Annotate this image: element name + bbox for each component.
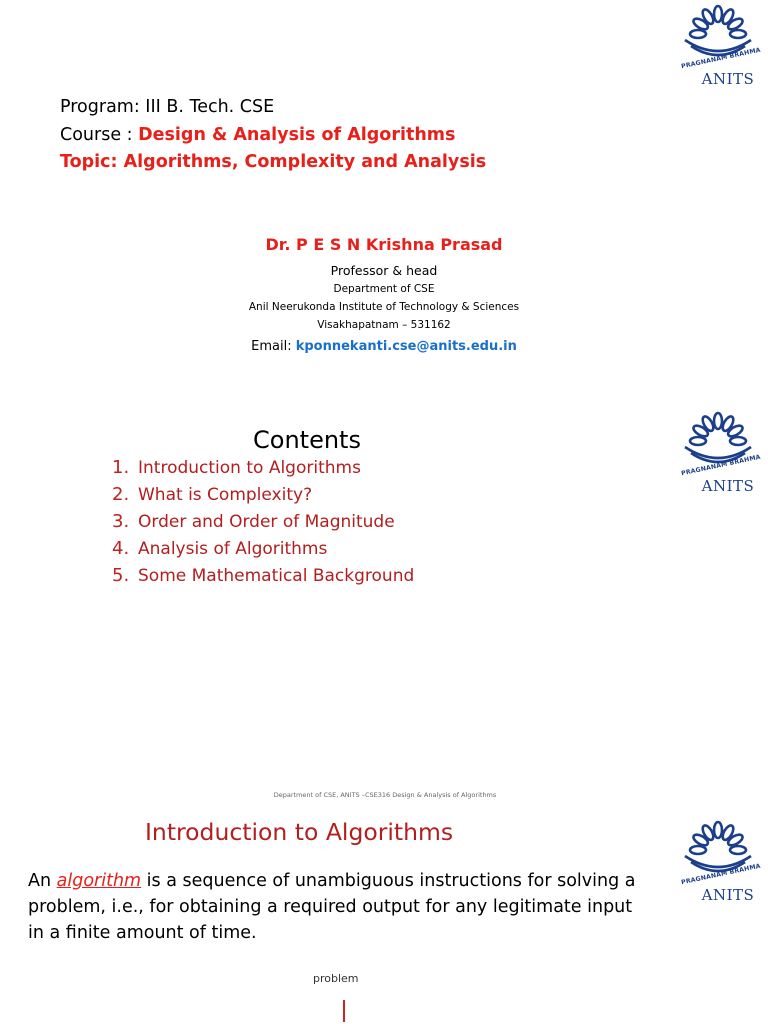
author-department: Department of CSE xyxy=(333,283,435,295)
email-label: Email: xyxy=(251,339,296,354)
para-line-2: problem, i.e., for obtaining a required output for any legitimate input xyxy=(28,897,633,917)
author-name: Dr. P E S N Krishna Prasad xyxy=(265,235,503,254)
para-line-1 xyxy=(28,868,678,894)
item-label: Introduction to Algorithms xyxy=(138,458,361,478)
author-designation: Professor & head xyxy=(330,263,438,278)
topic-line: Topic: Algorithms, Complexity and Analysis xyxy=(60,152,487,172)
para-prefix: An xyxy=(28,871,57,891)
item-number: 1. xyxy=(112,457,130,478)
item-number: 4. xyxy=(112,538,130,559)
course-name: Design & Analysis of Algorithms xyxy=(138,125,456,145)
logo-brand: ANITS xyxy=(701,70,755,88)
institute-name: Anil Neerukonda Institute of Technology & Sciences xyxy=(248,301,520,313)
program-line xyxy=(60,97,274,117)
course-line xyxy=(60,125,455,145)
item-label: What is Complexity? xyxy=(138,485,313,505)
program-text: Program: III B. Tech. CSE xyxy=(60,97,275,117)
contents-item xyxy=(112,538,327,559)
contents-item xyxy=(112,511,395,532)
item-label: Some Mathematical Background xyxy=(138,566,415,586)
item-label: Order and Order of Magnitude xyxy=(138,512,395,532)
intro-slide xyxy=(0,810,768,1024)
item-number: 5. xyxy=(112,565,130,586)
item-number: 2. xyxy=(112,484,130,505)
item-label: Analysis of Algorithms xyxy=(138,539,328,559)
contents-item xyxy=(112,565,414,586)
para-line1-rest: is a sequence of unambiguous instructions for solving a xyxy=(141,871,636,891)
item-number: 3. xyxy=(112,511,130,532)
down-arrow-icon xyxy=(343,1000,345,1022)
course-prefix: Course : xyxy=(60,125,139,145)
anits-logo xyxy=(673,407,763,507)
contents-slide xyxy=(0,385,768,810)
contents-item xyxy=(112,484,312,505)
title-slide xyxy=(0,0,768,385)
logo-motto: PRAGNANAM BRAHMA xyxy=(680,862,762,887)
slide-footer: Department of CSE, ANITS –CSE316 Design & Analysis of Algorithms xyxy=(273,791,497,799)
logo-motto: PRAGNANAM BRAHMA xyxy=(680,453,762,478)
anits-logo xyxy=(673,0,763,100)
algorithm-term: algorithm xyxy=(56,871,142,891)
email-link[interactable]: kponnekanti.cse@anits.edu.in xyxy=(295,339,517,354)
institute-city: Visakhapatnam – 531162 xyxy=(317,319,451,331)
algorithm-definition xyxy=(28,868,678,946)
slide-title: Introduction to Algorithms xyxy=(145,818,454,846)
anits-logo xyxy=(673,816,763,916)
diagram-problem-label: problem xyxy=(313,972,359,985)
contents-item xyxy=(112,457,361,478)
logo-brand: ANITS xyxy=(701,477,755,495)
contents-title: Contents xyxy=(253,426,361,454)
email-line xyxy=(0,339,768,354)
para-line-3: in a finite amount of time. xyxy=(28,923,257,943)
logo-motto: PRAGNANAM BRAHMA xyxy=(680,46,762,71)
logo-brand: ANITS xyxy=(701,886,755,904)
